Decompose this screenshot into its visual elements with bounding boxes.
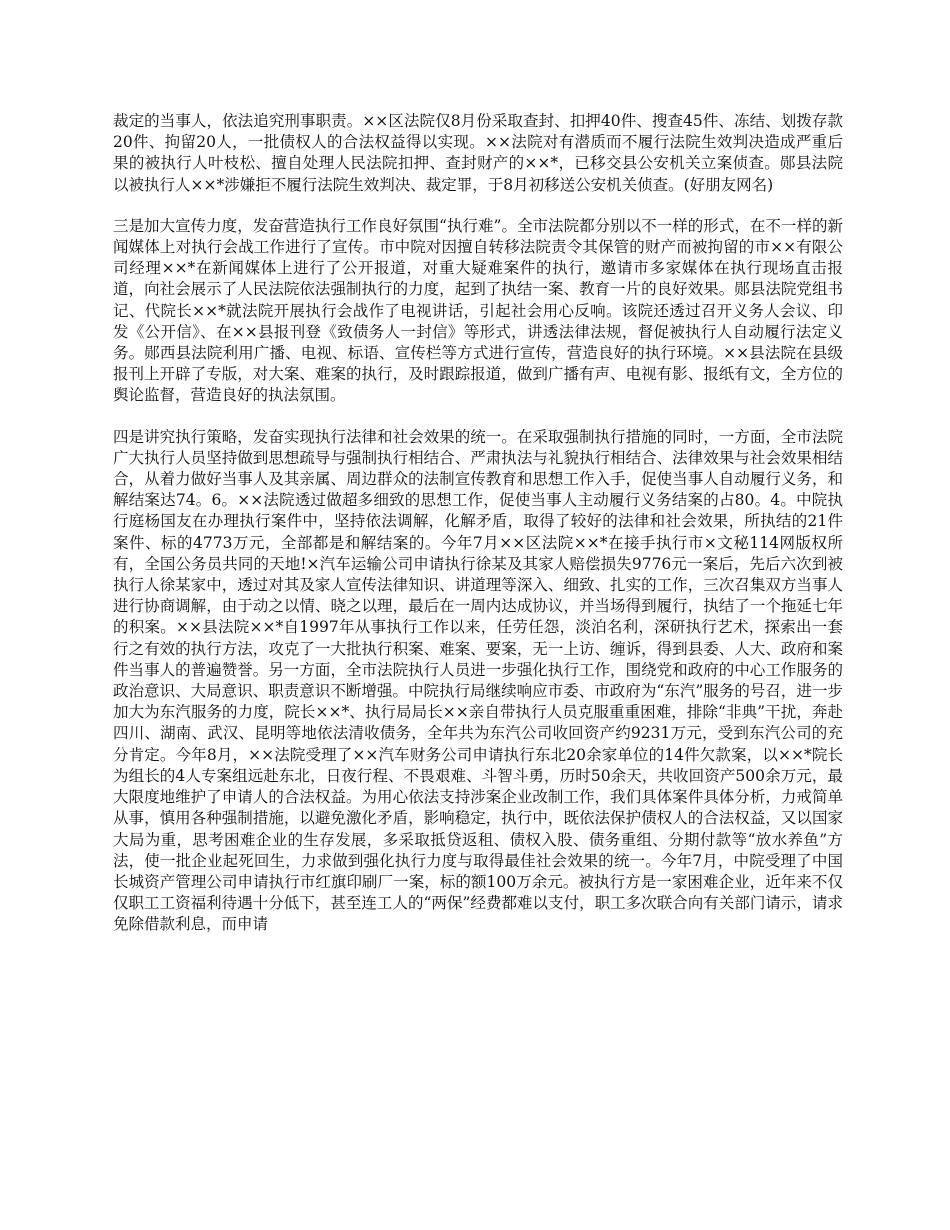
paragraph-3: 四是讲究执行策略，发奋实现执行法律和社会效果的统一。在采取强制执行措施的同时，一方面，全市法院广大执行人员坚持做到思想疏导与强制执行相结合、严肃执法与礼貌执行相结合、法律效果与社会效果相结合，从着力做好当事人及其亲属、周边群众的法制宣传教育和思想工作入手，促使当事人自动履行义务，和解结案达74。6。××法院透过做超多细致的思想工作，促使当事人主动履行义务结案的占80。4。中院执行庭杨国友在办理执行案件中，坚持依法调解，化解矛盾，取得了较好的法律和社会效果，所执结的21件案件、标的4773万元，全部都是和解结案的。今年7月××区法院××*在接手执行市×文秘114网版权所有，全国公务员共同的天地!×汽车运输公司申请执行徐某及其家人赔偿损失9776元一案后，先后六次到被执行人徐某家中，透过对其及家人宣传法律知识、讲道理等深入、细致、扎实的工作，三次召集双方当事人进行协商调解，由于动之以情、晓之以理，最后在一周内达成协议，并当场得到履行，执结了一个拖延七年的积案。××县法院××*自1997年从事执行工作以来，任劳任怨，淡泊名利，深研执行艺术，探索出一套行之有效的执行方法，攻克了一大批执行积案、难案、要案，无一上访、缠诉，得到县委、人大、政府和案件当事人的普遍赞誉。另一方面，全市法院执行人员进一步强化执行工作，围绕党和政府的中心工作服务的政治意识、大局意识、职责意识不断增强。中院执行局继续响应市委、市政府为“东汽”服务的号召，进一步加大为东汽服务的力度，院长××*、执行局局长××亲自带执行人员克服重重困难，排除“非典”干扰，奔赴四川、湖南、武汉、昆明等地依法清收债务，全年共为东汽公司收回资产约9231万元，受到东汽公司的充分肯定。今年8月，××法院受理了××汽车财务公司申请执行东北20余家单位的14件欠款案，以××*院长为组长的4人专案组远赴东北，日夜行程、不畏艰难、斗智斗勇，历时50余天，共收回资产500余万元，最大限度地维护了申请人的合法权益。为用心依法支持涉案企业改制工作，我们具体案件具体分析，力戒简单从事，慎用各种强制措施，以避免激化矛盾，影响稳定，执行中，既依法保护债权人的合法权益，又以国家大局为重，思考困难企业的生存发展，多采取抵贷返租、债权入股、债务重组、分期付款等“放水养鱼”方法，使一批企业起死回生，力求做到强化执行力度与取得最佳社会效果的统一。今年7月，中院受理了中国长城资产管理公司申请执行市红旗印刷厂一案，标的额100万余元。被执行方是一家困难企业，近年来不仅仅职工工资福利待遇十分低下，甚至连工人的“两保”经费都难以支付，职工多次联合向有关部门请示，请求免除借款利息，而申请 bbox=[113, 427, 843, 934]
paragraph-1: 裁定的当事人，依法追究刑事职责。××区法院仅8月份采取查封、扣押40件、搜查45件、冻结、划拨存款20件、拘留20人，一批债权人的合法权益得以实现。××法院对有潜质而不履行法院生效判决造成严重后果的被执行人叶枝松、擅自处理人民法院扣押、查封财产的××*，已移交县公安机关立案侦查。郧县法院以被执行人××*涉嫌拒不履行法院生效判决、裁定罪，于8月初移送公安机关侦查。(好朋友网名) bbox=[113, 112, 843, 194]
paragraph-2: 三是加大宣传力度，发奋营造执行工作良好氛围“执行难”。全市法院都分别以不一样的形式，在不一样的新闻媒体上对执行会战工作进行了宣传。市中院对因擅自转移法院责令其保管的财产而被拘留的市××有限公司经理××*在新闻媒体上进行了公开报道，对重大疑难案件的执行，邀请市多家媒体在执行现场直击报道，向社会展示了人民法院依法强制执行的力度，起到了执结一案、教育一片的良好效果。郧县法院党组书记、代院长××*就法院开展执行会战作了电视讲话，引起社会用心反响。该院还透过召开义务人会议、印发《公开信》、在××县报刊登《致债务人一封信》等形式，讲透法律法规，督促被执行人自动履行法定义务。郧西县法院利用广播、电视、标语、宣传栏等方式进行宣传，营造良好的执行环境。××县法院在县级报刊上开辟了专版，对大案、难案的执行，及时跟踪报道，做到广播有声、电视有影、报纸有文，全方位的舆论监督，营造良好的执法氛围。 bbox=[113, 216, 843, 405]
document-body bbox=[113, 111, 843, 956]
